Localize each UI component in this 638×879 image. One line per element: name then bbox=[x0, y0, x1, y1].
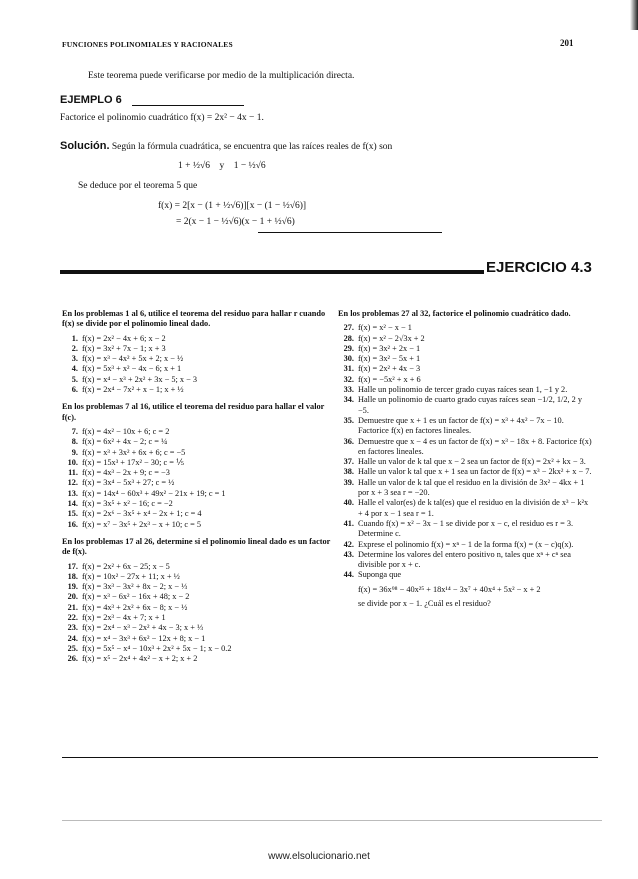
problem-item: 41. Cuando f(x) = x² − 3x − 1 se divide por x − c, el residuo es r = 3. Determine c. bbox=[343, 518, 574, 539]
right-column bbox=[338, 309, 592, 609]
problem-item: 35. Demuestre que x + 1 es un factor de f(x) = x³ + 4x² − 7x − 10. Factorice f(x) en factores lineales. bbox=[343, 415, 564, 436]
group4-instructions: En los problemas 27 al 32, factorice el polinomio cuadrático dado. bbox=[338, 309, 571, 318]
exercise-title: EJERCICIO 4.3 bbox=[486, 259, 592, 276]
footer-url: www.elsolucionario.net bbox=[268, 851, 370, 862]
problem-item: 31. f(x) = 2x² + 4x − 3 bbox=[343, 364, 421, 374]
example-end-rule bbox=[258, 232, 442, 233]
problem-item: 30. f(x) = 3x² − 5x + 1 bbox=[343, 354, 421, 364]
left-column bbox=[62, 309, 332, 665]
problem-item: 44. Suponga que bbox=[343, 570, 402, 580]
exercise-bar bbox=[60, 270, 484, 274]
problem-item: 33. Halle un polinomio de tercer grado cuyas raíces sean 1, −1 y 2. bbox=[343, 385, 568, 395]
problem-item: 29. f(x) = 3x² + 2x − 1 bbox=[343, 343, 421, 353]
problem-item: 38. Halle un valor k tal que x + 1 sea un factor de f(x) = x³ − 2kx² + x − 7. bbox=[343, 467, 592, 477]
faint-rule bbox=[62, 820, 602, 821]
problem-44-formula: f(x) = 36x⁹⁸ − 40x²⁵ + 18x¹⁴ − 3x⁷ + 40x⁴ + 5x² − x + 2 bbox=[358, 584, 541, 594]
group3-instructions: En los problemas 17 al 26, determine si el polinomio lineal dado es un factor de f(x). bbox=[62, 536, 331, 557]
problem-item: 4. f(x) = 5x³ + x² − 4x − 6; x + 1 bbox=[71, 364, 182, 374]
problem-item: 24. f(x) = x⁴ − 3x³ + 6x² − 12x + 8; x − 1 bbox=[67, 633, 206, 643]
problem-item: 10. f(x) = 15x³ + 17x² − 30; c = ⅕ bbox=[67, 457, 185, 467]
bottom-rule bbox=[62, 757, 598, 758]
problem-item: 42. Exprese el polinomio f(x) = xⁿ − 1 de la forma f(x) = (x − c)q(x). bbox=[343, 539, 574, 549]
problem-item: 20. f(x) = x³ − 6x² − 16x + 48; x − 2 bbox=[67, 592, 190, 602]
equation-2: = 2(x − 1 − ½√6)(x − 1 + ½√6) bbox=[176, 217, 295, 227]
group2-instructions: En los problemas 7 al 16, utilice el teorema del residuo para hallar el valor f(c). bbox=[62, 402, 325, 422]
problem-item: 26. f(x) = x⁵ − 2x⁴ + 4x² − x + 2; x + 2 bbox=[67, 654, 198, 664]
solution-text: Según la fórmula cuadrática, se encuentra que las raíces reales de f(x) son bbox=[111, 142, 393, 152]
problem-item: 40. Halle el valor(es) de k tal(es) que el residuo en la división de x³ − k²x + 4 por x − 1 sea r = 1. bbox=[343, 498, 589, 518]
problem-item: 37. Halle un valor de k tal que x − 2 sea un factor de f(x) = 2x² + kx − 3. bbox=[343, 457, 586, 467]
example-statement: Factorice el polinomio cuadrático f(x) = 2x² − 4x − 1. bbox=[60, 113, 264, 123]
example-rule bbox=[132, 105, 244, 106]
problem-item: 23. f(x) = 2x⁴ − x³ − 2x² + 4x − 3; x + ⅓ bbox=[67, 623, 204, 633]
problem-item: 2. f(x) = 3x² + 7x − 1; x + 3 bbox=[71, 343, 166, 353]
problem-item: 39. Halle un valor de k tal que el residuo en la división de 3x² − 4kx + 1 por x + 3 sea r = −20. bbox=[343, 477, 585, 498]
problem-item: 8. f(x) = 6x² + 4x − 2; c = ¼ bbox=[71, 437, 168, 447]
example-title: EJEMPLO 6 bbox=[60, 94, 122, 106]
problem-item: 21. f(x) = 4x³ + 2x² + 6x − 8; x − ½ bbox=[67, 602, 188, 612]
group1-instructions: En los problemas 1 al 6, utilice el teorema del residuo para hallar r cuando f(x) se divide por el polinomio lineal dado. bbox=[62, 309, 326, 329]
problem-item: 36. Demuestre que x − 4 es un factor de f(x) = x³ − 18x + 8. Factorice f(x) en factores lineales. bbox=[343, 436, 592, 456]
problem-item: 16. f(x) = x⁷ − 3x⁵ + 2x³ − x + 10; c = 5 bbox=[67, 519, 202, 529]
problem-item: 34. Halle un polinomio de cuarto grado cuyas raíces sean −1/2, 1/2, 2 y −5. bbox=[343, 395, 583, 415]
problem-item: 28. f(x) = x² − 2√3x + 2 bbox=[343, 333, 425, 343]
deduce-text: Se deduce por el teorema 5 que bbox=[78, 181, 198, 191]
problem-item: 19. f(x) = 3x³ − 3x² + 8x − 2; x − ⅓ bbox=[67, 582, 188, 592]
problem-item: 1. f(x) = 2x² − 4x + 6; x − 2 bbox=[71, 333, 166, 343]
problem-item: 15. f(x) = 2x⁶ − 3x⁵ + x⁴ − 2x + 1; c = 4 bbox=[67, 509, 202, 519]
problem-item: 5. f(x) = x⁴ − x³ + 2x² + 3x − 5; x − 3 bbox=[71, 374, 197, 384]
problem-item: 17. f(x) = 2x² + 6x − 25; x − 5 bbox=[67, 561, 170, 571]
problem-44-question: se divide por x − 1. ¿Cuál es el residuo? bbox=[358, 599, 491, 609]
roots: 1 + ½√6 y 1 − ½√6 bbox=[178, 161, 266, 171]
problem-item: 6. f(x) = 2x⁴ − 7x² + x − 1; x + ½ bbox=[71, 385, 184, 395]
problem-item: 14. f(x) = 3x⁵ + x² − 16; c = −2 bbox=[67, 499, 173, 509]
intro-text: Este teorema puede verificarse por medio de la multiplicación directa. bbox=[88, 71, 355, 81]
solution-label: Solución. bbox=[60, 140, 110, 152]
page-number: 201 bbox=[560, 38, 574, 48]
running-title: FUNCIONES POLINOMIALES Y RACIONALES bbox=[62, 40, 233, 49]
problem-item: 25. f(x) = 5x⁵ − x⁴ − 10x³ + 2x² + 5x − 1; x − 0.2 bbox=[67, 643, 232, 653]
problem-item: 3. f(x) = x³ − 4x² + 5x + 2; x − ½ bbox=[71, 354, 184, 364]
equation-1: f(x) = 2[x − (1 + ½√6)][x − (1 − ½√6)] bbox=[158, 201, 307, 211]
problem-item: 43. Determine los valores del entero positivo n, tales que xⁿ + cⁿ sea divisible por x + c. bbox=[343, 549, 571, 570]
problem-item: 32. f(x) = −5x² + x + 6 bbox=[343, 374, 421, 384]
scan-edge-shadow bbox=[630, 0, 638, 30]
problem-item: 11. f(x) = 4x³ − 2x + 9; c = −3 bbox=[68, 468, 170, 478]
problem-item: 22. f(x) = 2x³ − 4x + 7; x + 1 bbox=[67, 613, 166, 623]
problem-item: 18. f(x) = 10x² − 27x + 11; x + ½ bbox=[67, 571, 180, 581]
problem-item: 13. f(x) = 14x⁴ − 60x³ + 49x² − 21x + 19; c = 1 bbox=[67, 488, 226, 498]
problem-item: 9. f(x) = x³ + 3x² + 6x + 6; c = −5 bbox=[71, 447, 186, 457]
problem-item: 27. f(x) = x² − x − 1 bbox=[343, 323, 412, 333]
problem-item: 12. f(x) = 3x⁴ − 5x³ + 27; c = ½ bbox=[67, 478, 175, 488]
problem-item: 7. f(x) = 4x² − 10x + 6; c = 2 bbox=[71, 426, 170, 436]
